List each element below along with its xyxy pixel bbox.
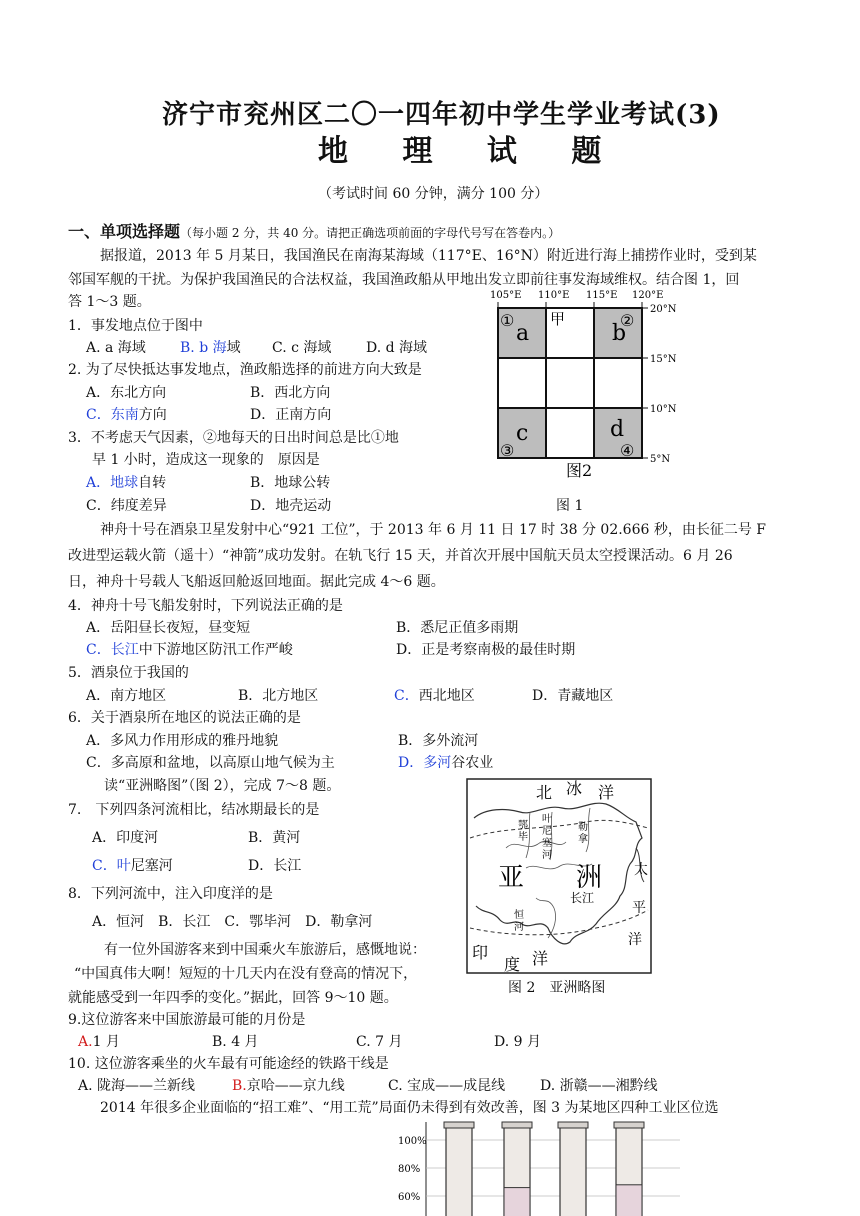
bar-1 [446,1126,472,1216]
passage2-line2: 改进型运载火箭（遥十）“神箭”成功发射。在轨飞行 15 天，并首次开展中国航天员太空授课活动。6 月 26 [68,548,733,564]
bar-segment-2 [504,1188,530,1216]
subject-title: 地 理 试 题 [318,134,624,169]
q10-option-b [232,1076,345,1096]
q3-option-a [86,473,166,493]
q5-option-a: A．南方地区 [86,688,167,704]
figure1-caption: 图 1 [556,498,584,514]
q10-option-d: D. 浙赣——湘黔线 [540,1078,658,1094]
q2-option-c [86,405,167,425]
map-label-bing: 冰 [566,779,583,798]
q4-option-c-highlight: C．长江 [86,642,139,658]
q2-option-d: D．正南方向 [250,407,332,423]
read-figure2: 读“亚洲略图”（图 2），完成 7～8 题。 [104,778,341,794]
q3-option-b: B．地球公转 [250,475,331,491]
passage3-line3: 就能感受到一年四季的变化。”据此，回答 9～10 题。 [68,990,398,1006]
q8-options: A．恒河 B．长江 C．鄂毕河 D．勒拿河 [92,914,373,930]
q6-option-d-highlight: D．多河 [398,755,452,771]
map-label-chang: 长 [570,891,583,905]
map-label-jiang: 江 [582,891,595,905]
q7-option-d: D．长江 [248,858,302,874]
map-label-heng: 恒 [514,910,524,921]
bar-cap-3 [558,1122,588,1128]
q7-option-c-highlight: C．叶 [92,858,131,874]
lon-label-120: 120°E [632,290,664,301]
q1-option-d: D. d 海域 [366,340,428,356]
lat-label-10: 10°N [650,404,677,415]
section-heading-note: （每小题 2 分，共 40 分。请把正确选项前面的字母代号写在答卷内。） [180,226,561,240]
q1-option-c: C. c 海域 [272,340,332,356]
map-label-yang-east: 洋 [628,932,642,948]
circle-1: ① [500,311,515,330]
bar-segment-4 [616,1185,642,1216]
lon-label-115: 115°E [586,290,618,301]
map-label-bi: 毕 [518,832,528,843]
q6-option-b: B．多外流河 [398,733,479,749]
q9-option-c: C. 7 月 [356,1034,403,1050]
passage4-line1: 2014 年很多企业面临的“招工难”、“用工荒”局面仍未得到有效改善，图 3 为某地区四种工业区位选 [100,1100,719,1116]
q4-option-c-rest: 中下游地区防汛工作严峻 [138,642,293,658]
bar-cap-1 [444,1122,474,1128]
q3-stem-line2: 早 1 小时，造成这一现象的 原因是 [92,452,320,468]
exam-info: （考试时间 60 分钟，满分 100 分） [318,186,549,202]
q6-option-c: C．多高原和盆地，以高原山地气候为主 [86,755,335,771]
map-label-bei: 北 [536,783,553,802]
y-tick-label: 80% [398,1164,421,1175]
q9-stem: 9.这位游客来中国旅游最可能的月份是 [68,1012,306,1028]
q5-option-c [394,686,475,706]
q5-stem: 5．酒泉位于我国的 [68,665,189,681]
passage1-line2: 邻国军舰的干扰。为保护我国渔民的合法权益，我国渔政船从甲地出发立即前往事发海域维权。结合图 1，回 [68,272,740,288]
bar-cap-4 [614,1122,644,1128]
map-label-tai: 太 [634,862,648,878]
q10-option-c: C. 宝成——成昆线 [388,1078,506,1094]
map-label-ya: 亚 [498,863,525,893]
q1-option-a: A. a 海域 [86,340,146,356]
q1-option-b-highlight: B. b 海 [180,340,227,356]
q8-stem: 8．下列河流中，注入印度洋的是 [68,886,273,902]
q9-option-d: D. 9 月 [494,1034,541,1050]
q2-option-c-highlight: C．东南 [86,407,139,423]
y-tick-label: 100% [398,1136,427,1147]
figure2-caption: 图 2 亚洲略图 [508,980,606,996]
q10-option-b-letter: B. [232,1078,247,1094]
cell-label-a: a [516,321,530,346]
q10-stem: 10. 这位游客乘坐的火车最有可能途经的铁路干线是 [68,1056,389,1072]
q7-option-b: B．黄河 [248,830,301,846]
q3-option-c: C．纬度差异 [86,498,167,514]
q2-option-c-rest: 方向 [138,407,167,423]
q3-option-a-highlight: A．地球 [86,475,139,491]
q6-option-d-rest: 谷农业 [451,755,494,771]
q4-option-d: D．正是考察南极的最佳时期 [396,642,576,658]
q1-option-b-rest: 域 [226,340,241,356]
passage2-line1: 神舟十号在酒泉卫星发射中心“921 工位”，于 2013 年 6 月 11 日 17 时 38 分 02.666 秒，由长征二号 F [100,522,767,538]
q9-option-a [78,1032,120,1052]
lon-label-105: 105°E [490,290,522,301]
map-label-e: 鄂 [518,820,528,831]
q3-option-a-rest: 自转 [138,475,167,491]
q7-stem: 7. 下列四条河流相比，结冰期最长的是 [68,802,320,818]
lat-label-20: 20°N [650,304,677,315]
bar-cap-2 [502,1122,532,1128]
passage3-line2: “中国真伟大啊！短短的十几天内在没有登高的情况下， [74,966,418,982]
figure3-bar-chart [390,1118,690,1216]
fig1-inner-label: 图2 [566,461,593,480]
q7-option-a: A．印度河 [92,830,159,846]
cell-label-b: b [612,321,627,346]
q2-stem: 2. 为了尽快抵达事发地点，渔政船选择的前进方向大致是 [68,362,422,378]
y-tick-label: 60% [398,1192,421,1203]
q5-option-c-highlight: C． [394,688,419,704]
map-label-ping: 平 [632,900,646,916]
q1-option-b [180,338,241,358]
passage3-line1: 有一位外国游客来到中国乘火车旅游后，感慨地说： [104,942,426,958]
section-heading-title: 一、单项选择题 [68,222,181,241]
map-label-ni: 尼 [542,826,552,837]
circle-2: ② [620,311,635,330]
lat-label-5: 5°N [650,454,671,465]
section-heading [68,222,560,243]
q9-option-a-letter: A. [78,1034,93,1050]
q2-option-b: B．西北方向 [250,385,331,401]
q10-option-b-text: 京哈——京九线 [246,1078,345,1094]
map-label-yang-south: 洋 [532,949,549,968]
q5-option-d: D．青藏地区 [532,688,614,704]
q10-option-a: A. 陇海——兰新线 [78,1078,196,1094]
q1-stem: 1．事发地点位于图中 [68,318,203,334]
lat-label-15: 15°N [650,354,677,365]
q9-option-b: B. 4 月 [212,1034,259,1050]
map-label-he2: 河 [514,922,524,933]
q5-option-c-rest: 西北地区 [418,688,475,704]
map-label-na: 拿 [578,834,588,845]
exam-title: 济宁市兖州区二〇一四年初中学生学业考试(3) [162,100,721,130]
lon-label-110: 110°E [538,290,570,301]
q2-option-a: A．东北方向 [86,385,167,401]
bar-3 [560,1126,586,1216]
q6-option-d [398,753,493,773]
cell-label-d: d [610,417,625,442]
q3-stem-line1: 3．不考虑天气因素，②地每天的日出时间总是比①地 [68,430,399,446]
figure1-grid-map [486,286,686,482]
q4-option-c [86,640,293,660]
map-label-ye: 叶 [542,814,552,825]
map-label-yang-north: 洋 [598,783,615,802]
q4-option-a: A．岳阳昼长夜短，昼变短 [86,620,251,636]
map-label-zhou: 洲 [576,863,603,893]
circle-4: ④ [620,441,635,460]
q7-option-c-rest: 尼塞河 [130,858,173,874]
q6-stem: 6．关于酒泉所在地区的说法正确的是 [68,710,301,726]
q9-option-a-text: 1 月 [92,1034,120,1050]
circle-3: ③ [500,441,515,460]
q4-stem: 4．神舟十号飞船发射时，下列说法正确的是 [68,598,343,614]
q3-option-d: D．地壳运动 [250,498,332,514]
place-jia: 甲 [550,310,566,328]
q6-option-a: A．多风力作用形成的雅丹地貌 [86,733,279,749]
map-label-du: 度 [504,955,521,974]
map-label-yin: 印 [472,943,489,962]
passage2-line3: 日，神舟十号载人飞船返回舱返回地面。据此完成 4～6 题。 [68,574,445,590]
passage1-line3: 答 1～3 题。 [68,294,151,310]
passage1-line1: 据报道，2013 年 5 月某日，我国渔民在南海某海域（117°E、16°N）附近进行海上捕捞作业时，受到某 [100,248,757,264]
cell-label-c: c [516,421,529,446]
map-label-le: 勒 [578,822,588,833]
figure2-asia-map [466,778,652,974]
map-label-sai: 塞 [542,838,552,849]
q4-option-b: B．悉尼正值多雨期 [396,620,519,636]
q5-option-b: B．北方地区 [238,688,319,704]
q7-option-c [92,856,173,876]
map-label-he: 河 [542,850,552,861]
